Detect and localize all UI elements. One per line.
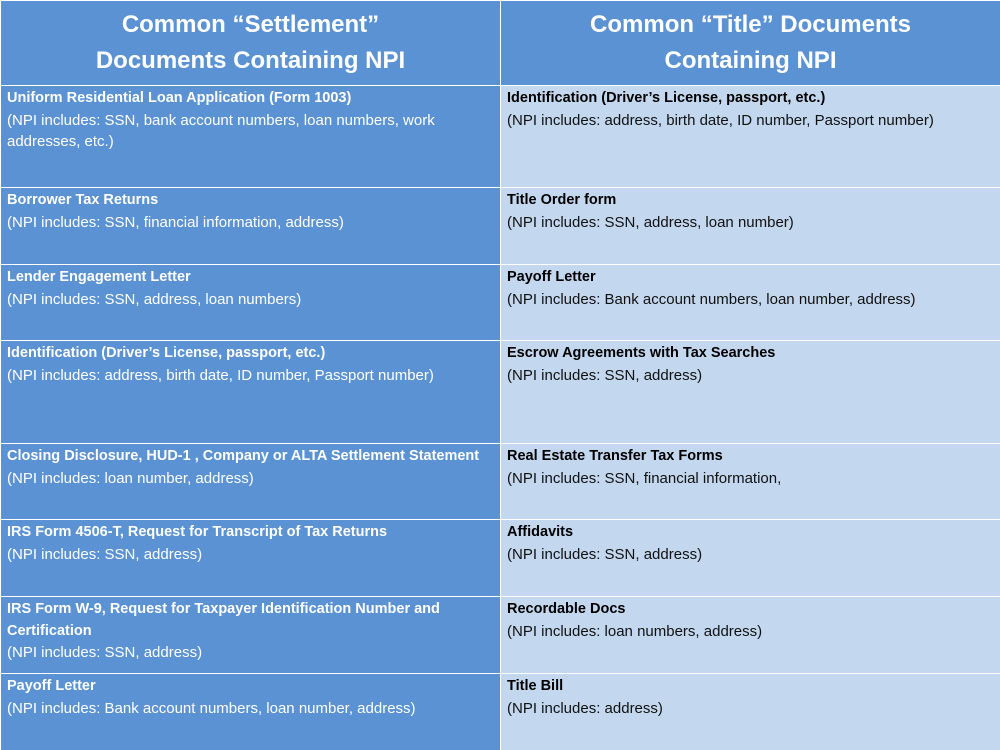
title-doc-cell [501,674,1000,750]
table-row [1,341,1000,444]
settlement-doc-name: Borrower Tax Returns [7,192,159,208]
settlement-doc-npi: (NPI includes: SSN, bank account numbers, loan numbers, work addresses, etc.) [7,111,435,150]
settlement-doc-name: Uniform Residential Loan Application (Form 1003) [7,90,352,106]
settlement-doc-cell [1,674,501,750]
settlement-doc-cell [1,265,501,341]
title-doc-npi: (NPI includes: Bank account numbers, loan number, address) [507,290,916,308]
title-doc-npi: (NPI includes: SSN, financial information, [507,469,782,487]
title-doc-cell [501,341,1000,444]
table-row [1,188,1000,265]
title-doc-npi: (NPI includes: address) [507,699,663,717]
title-doc-cell [501,597,1000,674]
title-doc-cell [501,265,1000,341]
settlement-doc-name: Payoff Letter [7,678,96,694]
title-doc-npi: (NPI includes: SSN, address) [507,366,703,384]
settlement-doc-npi: (NPI includes: address, birth date, ID number, Passport number) [7,366,434,384]
table-row [1,444,1000,520]
settlement-doc-cell [1,520,501,597]
title-doc-npi: (NPI includes: SSN, address, loan number) [507,213,794,231]
settlement-doc-name: IRS Form 4506-T, Request for Transcript of Tax Returns [7,524,388,540]
title-doc-cell [501,86,1000,188]
title-doc-name: Payoff Letter [507,269,596,285]
title-doc-npi: (NPI includes: SSN, address) [507,545,703,563]
settlement-doc-npi: (NPI includes: SSN, address, loan numbers) [7,290,302,308]
table-row [1,520,1000,597]
title-doc-name: Escrow Agreements with Tax Searches [507,345,776,361]
header-row [1,1,1000,86]
settlement-doc-cell [1,597,501,674]
settlement-doc-name: Lender Engagement Letter [7,269,191,285]
title-doc-name: Title Bill [507,678,564,694]
settlement-doc-name: IRS Form W-9, Request for Taxpayer Identification Number and Certification [7,601,440,639]
settlement-column-header [1,1,501,86]
title-doc-name: Recordable Docs [507,601,626,617]
settlement-doc-npi: (NPI includes: Bank account numbers, loan number, address) [7,699,416,717]
settlement-doc-cell [1,86,501,188]
settlement-doc-npi: (NPI includes: SSN, address) [7,644,203,661]
title-doc-npi: (NPI includes: loan numbers, address) [507,622,763,640]
settlement-doc-npi: (NPI includes: SSN, financial information, address) [7,213,344,231]
title-header-line2: Containing NPI [664,47,837,74]
table-row [1,674,1000,750]
title-doc-cell [501,188,1000,265]
settlement-doc-cell [1,444,501,520]
table-row [1,265,1000,341]
title-doc-name: Affidavits [507,524,574,540]
settlement-doc-cell [1,341,501,444]
settlement-doc-npi: (NPI includes: SSN, address) [7,545,203,563]
settlement-doc-name: Identification (Driver’s License, passport, etc.) [7,345,326,361]
title-doc-cell [501,520,1000,597]
title-header-line1: Common “Title” Documents [590,11,911,38]
title-column-header [501,1,1000,86]
title-doc-name: Real Estate Transfer Tax Forms [507,448,723,464]
settlement-header-line1: Common “Settlement” [121,11,380,38]
settlement-doc-cell [1,188,501,265]
settlement-doc-npi: (NPI includes: loan number, address) [7,469,254,487]
title-doc-name: Title Order form [507,192,617,208]
title-doc-cell [501,444,1000,520]
title-doc-name: Identification (Driver’s License, passport, etc.) [507,90,826,106]
title-doc-npi: (NPI includes: address, birth date, ID number, Passport number) [507,111,934,129]
settlement-doc-name: Closing Disclosure, HUD-1 , Company or ALTA Settlement Statement [7,448,480,464]
table-row [1,86,1000,188]
table-row [1,597,1000,674]
settlement-header-line2: Documents Containing NPI [95,47,406,74]
